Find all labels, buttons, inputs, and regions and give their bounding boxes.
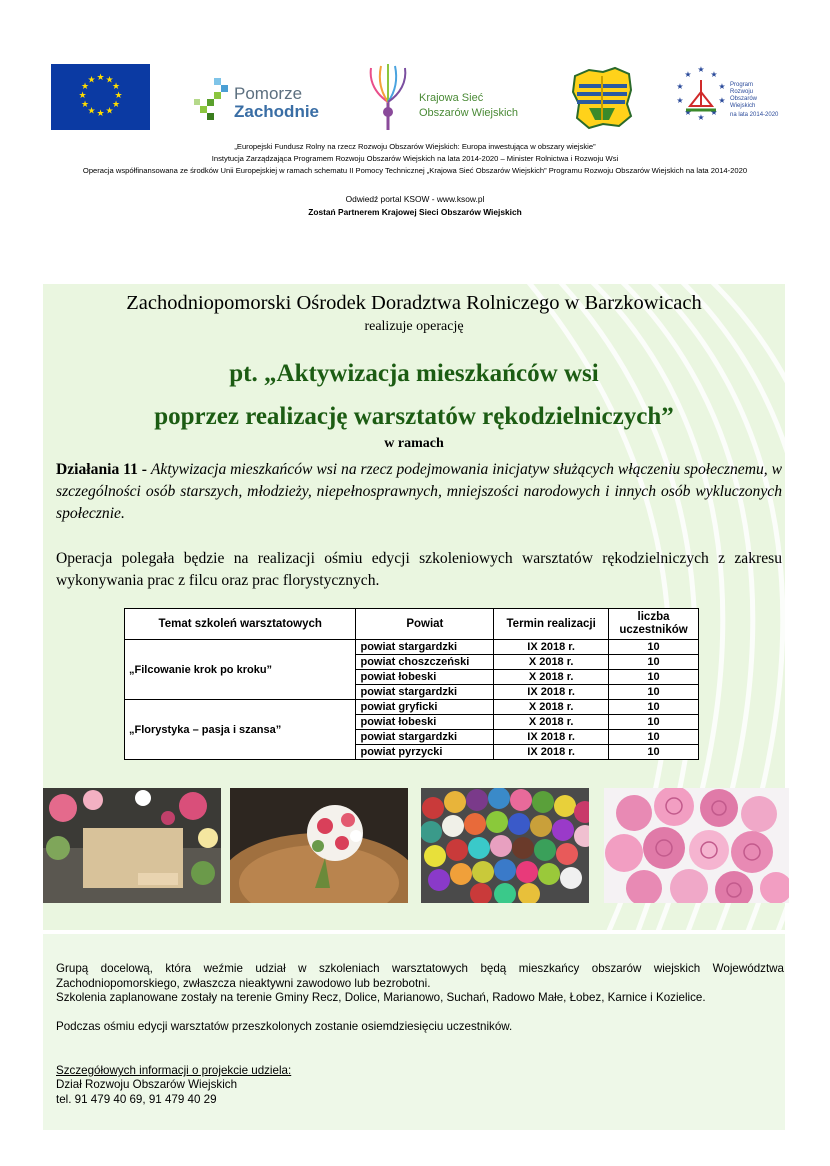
svg-text:★: ★ [676, 96, 684, 105]
date-cell: X 2018 r. [494, 700, 609, 715]
zachodnie-word: Zachodnie [234, 102, 320, 121]
count-cell: 10 [609, 730, 699, 745]
table-header-row [125, 609, 699, 640]
target-group-text: Grupą docelową, która weźmie udział w szkoleniach warsztatowych będą mieszkańcy obszarów wiejskich Województwa Zachodniopomorskiego, zwłaszcza nieaktywni zawodowo lub bezrobotni. [56, 962, 784, 990]
operation-title-line-2: poprzez realizację warsztatów rękodzielniczych” [154, 403, 674, 430]
operation-title-line-1: pt. „Aktywizacja mieszkańców wsi [229, 360, 599, 387]
svg-text:★: ★ [684, 70, 692, 79]
pomorze-word: Pomorze [234, 84, 303, 103]
svg-text:★: ★ [676, 82, 684, 91]
count-cell: 10 [609, 745, 699, 760]
header-participants: liczba uczestników [609, 609, 699, 640]
eu-flag-logo [51, 64, 150, 130]
photo-bridal-bouquet [230, 788, 408, 903]
date-cell: IX 2018 r. [494, 685, 609, 700]
pomorze-zachodnie-logo [192, 70, 322, 125]
action-text: Aktywizacja mieszkańców wsi na rzecz podejmowania inicjatyw służących włączeniu społecznemu, w szczególności osób starszych, młodzieży, niepełnosprawnych, mniejszości narodowych i innych osób wykluczonych społecznie. [56, 461, 782, 522]
count-cell: 10 [609, 655, 699, 670]
ksow-portal-line: Odwiedź portal KSOW - www.ksow.pl [345, 194, 485, 204]
contact-department: Dział Rozwoju Obszarów Wiejskich [56, 1078, 238, 1091]
district-cell: powiat łobeski [356, 715, 494, 730]
svg-text:★: ★ [718, 82, 726, 91]
ksow-partner-line: Zostań Partnerem Krajowej Sieci Obszarów Wiejskich [308, 207, 522, 217]
svg-text:★: ★ [710, 108, 718, 117]
district-cell: powiat łobeski [356, 670, 494, 685]
date-cell: X 2018 r. [494, 715, 609, 730]
ksow-line1: Krajowa Sieć [419, 92, 484, 104]
operation-paragraph: Operacja polegała będzie na realizacji ośmiu edycji szkoleniowych warsztatów rękodzielniczych z zakresu wykonywania prac z filcu oraz prac florystycznych. [56, 550, 782, 589]
svg-text:★: ★ [105, 75, 114, 86]
header-date: Termin realizacji [494, 609, 609, 640]
organization-heading: Zachodniopomorski Ośrodek Doradztwa Rolniczego w Barzkowicach [126, 292, 702, 314]
svg-text:★: ★ [684, 108, 692, 117]
svg-text:★: ★ [80, 82, 90, 92]
svg-text:★: ★ [718, 96, 726, 105]
funding-line-1: „Europejski Fundusz Rolny na rzecz Rozwoju Obszarów Wiejskich: Europa inwestująca w obszary wiejskie” [234, 142, 596, 151]
district-cell: powiat pyrzycki [356, 745, 494, 760]
header-district: Powiat [356, 609, 494, 640]
svg-text:★: ★ [697, 113, 705, 122]
count-cell: 10 [609, 670, 699, 685]
svg-text:★: ★ [96, 109, 105, 119]
date-cell: IX 2018 r. [494, 640, 609, 655]
table-row [125, 700, 699, 715]
workshops-table [124, 608, 699, 760]
svg-text:★: ★ [96, 73, 105, 83]
pomorze-mark-icon [194, 76, 232, 120]
photo-pink-roses [604, 788, 789, 903]
count-cell: 10 [609, 715, 699, 730]
svg-text:★: ★ [87, 75, 96, 86]
topic-cell: „Filcowanie krok po kroku” [125, 640, 356, 700]
prow-line-1: Program [730, 82, 754, 88]
action-paragraph [56, 459, 782, 525]
photo-florist-workbench [43, 788, 221, 903]
in-frame-text: w ramach [384, 436, 444, 451]
date-cell: IX 2018 r. [494, 745, 609, 760]
ksow-logo [359, 62, 549, 134]
svg-text:★: ★ [111, 100, 121, 110]
svg-text:★: ★ [105, 106, 114, 117]
header-topic: Temat szkoleń warsztatowych [125, 609, 356, 640]
district-cell: powiat gryficki [356, 700, 494, 715]
date-cell: X 2018 r. [494, 670, 609, 685]
topic-cell: „Florystyka – pasja i szansa” [125, 700, 356, 760]
svg-text:★: ★ [80, 100, 90, 110]
prow-line-4: Wiejskich [730, 103, 756, 109]
count-cell: 10 [609, 700, 699, 715]
prow-emblem-icon [672, 62, 730, 132]
district-cell: powiat stargardzki [356, 685, 494, 700]
date-cell: IX 2018 r. [494, 730, 609, 745]
table-row [125, 640, 699, 655]
date-cell: X 2018 r. [494, 655, 609, 670]
contact-heading: Szczegółowych informacji o projekcie udziela: [56, 1064, 292, 1077]
ksow-line2: Obszarów Wiejskich [419, 107, 519, 119]
participants-text: Podczas ośmiu edycji warsztatów przeszkolonych zostanie osiemdziesięciu uczestników. [56, 1020, 513, 1033]
contact-phone: tel. 91 479 40 69, 91 479 40 29 [56, 1093, 217, 1106]
prow-line-5: na lata 2014-2020 [730, 112, 779, 118]
svg-text:★: ★ [78, 91, 87, 101]
funding-line-3: Operacja współfinansowana ze środków Unii Europejskiej w ramach schematu II Pomocy Technicznej „Krajowa Sieć Obszarów Wiejskich” Programu Rozwoju Obszarów Wiejskich na lata 2014-2020 [82, 166, 748, 175]
district-cell: powiat choszczeński [356, 655, 494, 670]
svg-text:★: ★ [87, 106, 96, 117]
count-cell: 10 [609, 640, 699, 655]
svg-text:★: ★ [710, 70, 718, 79]
ksow-tree-icon [361, 62, 415, 132]
prow-line-2: Rozwoju [730, 89, 754, 95]
count-cell: 10 [609, 685, 699, 700]
ministry-poland-map-logo [569, 64, 637, 132]
prow-logo [672, 62, 792, 132]
locations-text: Szkolenia zaplanowane zostały na terenie Gminy Recz, Dolice, Marianowo, Suchań, Radowo Małe, Łobez, Karnice i Kozielice. [56, 991, 706, 1004]
svg-text:★: ★ [114, 91, 123, 101]
prow-line-3: Obszarów [730, 96, 758, 102]
svg-text:★: ★ [111, 82, 121, 92]
realizes-operation-text: realizuje operację [364, 319, 464, 334]
action-label: Działania 11 - [56, 461, 151, 478]
district-cell: powiat stargardzki [356, 640, 494, 655]
photo-felt-balls [421, 788, 589, 903]
district-cell: powiat stargardzki [356, 730, 494, 745]
funding-line-2: Instytucja Zarządzająca Programem Rozwoju Obszarów Wiejskich na lata 2014-2020 – Minister Rolnictwa i Rozwoju Wsi [211, 154, 619, 163]
svg-text:★: ★ [697, 65, 705, 74]
